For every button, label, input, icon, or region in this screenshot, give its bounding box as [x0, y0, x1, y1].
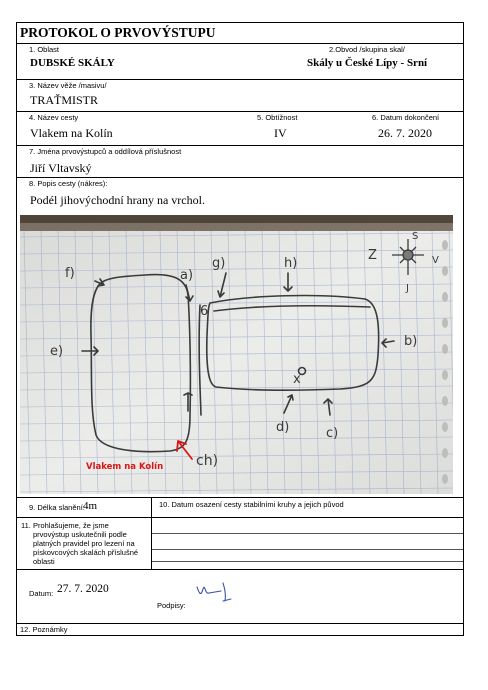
notebook-hole — [442, 370, 448, 380]
sketch-label-a: a) — [180, 268, 194, 283]
sketch-label-g: g) — [212, 256, 226, 271]
field10-line — [152, 533, 463, 534]
signature-image — [193, 575, 249, 605]
declaration-line-4: pískovcových skalách příslušné — [33, 548, 139, 557]
field10-line — [152, 549, 463, 550]
field7-label: 7. Jména prvovýstupců a oddílová příslušnost — [29, 147, 182, 156]
row-divider — [17, 43, 463, 44]
area-value: DUBSKÉ SKÁLY — [30, 57, 115, 69]
compass-south: J — [406, 283, 409, 294]
declaration-line-5: oblasti — [33, 557, 55, 566]
field10-line — [152, 561, 463, 562]
row-divider — [17, 111, 463, 112]
notebook-hole — [442, 474, 448, 484]
notebook-hole — [442, 266, 448, 276]
declaration-line-1: 11. Prohlašujeme, že jsme — [21, 521, 109, 530]
sketch-label-f: f) — [65, 266, 75, 281]
sketch-route-name: Vlakem na Kolín — [86, 462, 164, 472]
notebook-hole — [442, 396, 448, 406]
compass-east: V — [432, 255, 439, 266]
notebook-hole — [442, 448, 448, 458]
declaration-line-2: prvovýstup uskutečnili podle — [33, 530, 127, 539]
sketch-label-d: d) — [276, 420, 290, 435]
row-divider — [17, 623, 463, 624]
row-divider — [17, 145, 463, 146]
row-divider — [17, 517, 463, 518]
route-sketch-photo — [20, 215, 453, 494]
notebook-hole — [442, 292, 448, 302]
compass-west: Z — [368, 248, 377, 263]
field3-label: 3. Název věže /masivu/ — [29, 81, 107, 90]
field1-label: 1. Oblast — [29, 45, 60, 54]
sketch-label-c: c) — [326, 426, 339, 441]
climbers-value: Jiří Vltavský — [30, 161, 92, 175]
field6-label: 6. Datum dokončení — [372, 113, 440, 122]
notebook-hole — [442, 240, 448, 250]
field5-label: 5. Obtížnost — [257, 113, 298, 122]
field8-label: 8. Popis cesty (nákres): — [29, 179, 108, 188]
notebook-hole — [442, 318, 448, 328]
row-divider — [17, 79, 463, 80]
row-divider — [17, 569, 463, 570]
field2-label: 2.Obvod /skupina skal/ — [329, 45, 405, 54]
tower-value: TRAŤMISTR — [30, 93, 99, 107]
field10-label: 10. Datum osazení cesty stabilními kruhy a jejich původ — [159, 500, 344, 509]
notebook-hole — [442, 422, 448, 432]
rappel-length-value: 4m — [83, 500, 98, 512]
signatures-label: Podpisy: — [157, 601, 186, 610]
date-label: Datum: — [29, 589, 54, 598]
sketch-label-h: h) — [284, 256, 298, 271]
field9-label: 9. Délka slanění: — [29, 503, 85, 512]
sketch-canvas — [20, 215, 453, 494]
field12-label: 12. Poznámky — [20, 625, 68, 634]
sketch-label-x: x — [293, 372, 301, 387]
form-title: PROTOKOL O PRVOVÝSTUPU — [20, 25, 216, 40]
completion-date-value: 26. 7. 2020 — [378, 126, 432, 140]
declaration-line-3: platných pravidel pro lezení na — [33, 539, 135, 548]
row-divider — [17, 497, 463, 498]
field4-label: 4. Název cesty — [29, 113, 79, 122]
compass-north: S — [412, 231, 419, 242]
notebook-hole — [442, 344, 448, 354]
grade-value: IV — [274, 126, 287, 140]
route-name-value: Vlakem na Kolín — [30, 126, 113, 140]
declaration-date-value: 27. 7. 2020 — [57, 583, 109, 595]
protocol-form — [16, 22, 464, 636]
sketch-label-e: e) — [50, 344, 64, 359]
sketch-label-b: b) — [404, 334, 418, 349]
row-divider — [17, 177, 463, 178]
district-value: Skály u České Lípy - Srní — [307, 57, 428, 69]
sketch-label-six: 6 — [200, 304, 209, 319]
sketch-label-ch: ch) — [196, 453, 219, 469]
route-description: Podél jihovýchodní hrany na vrchol. — [30, 193, 205, 207]
